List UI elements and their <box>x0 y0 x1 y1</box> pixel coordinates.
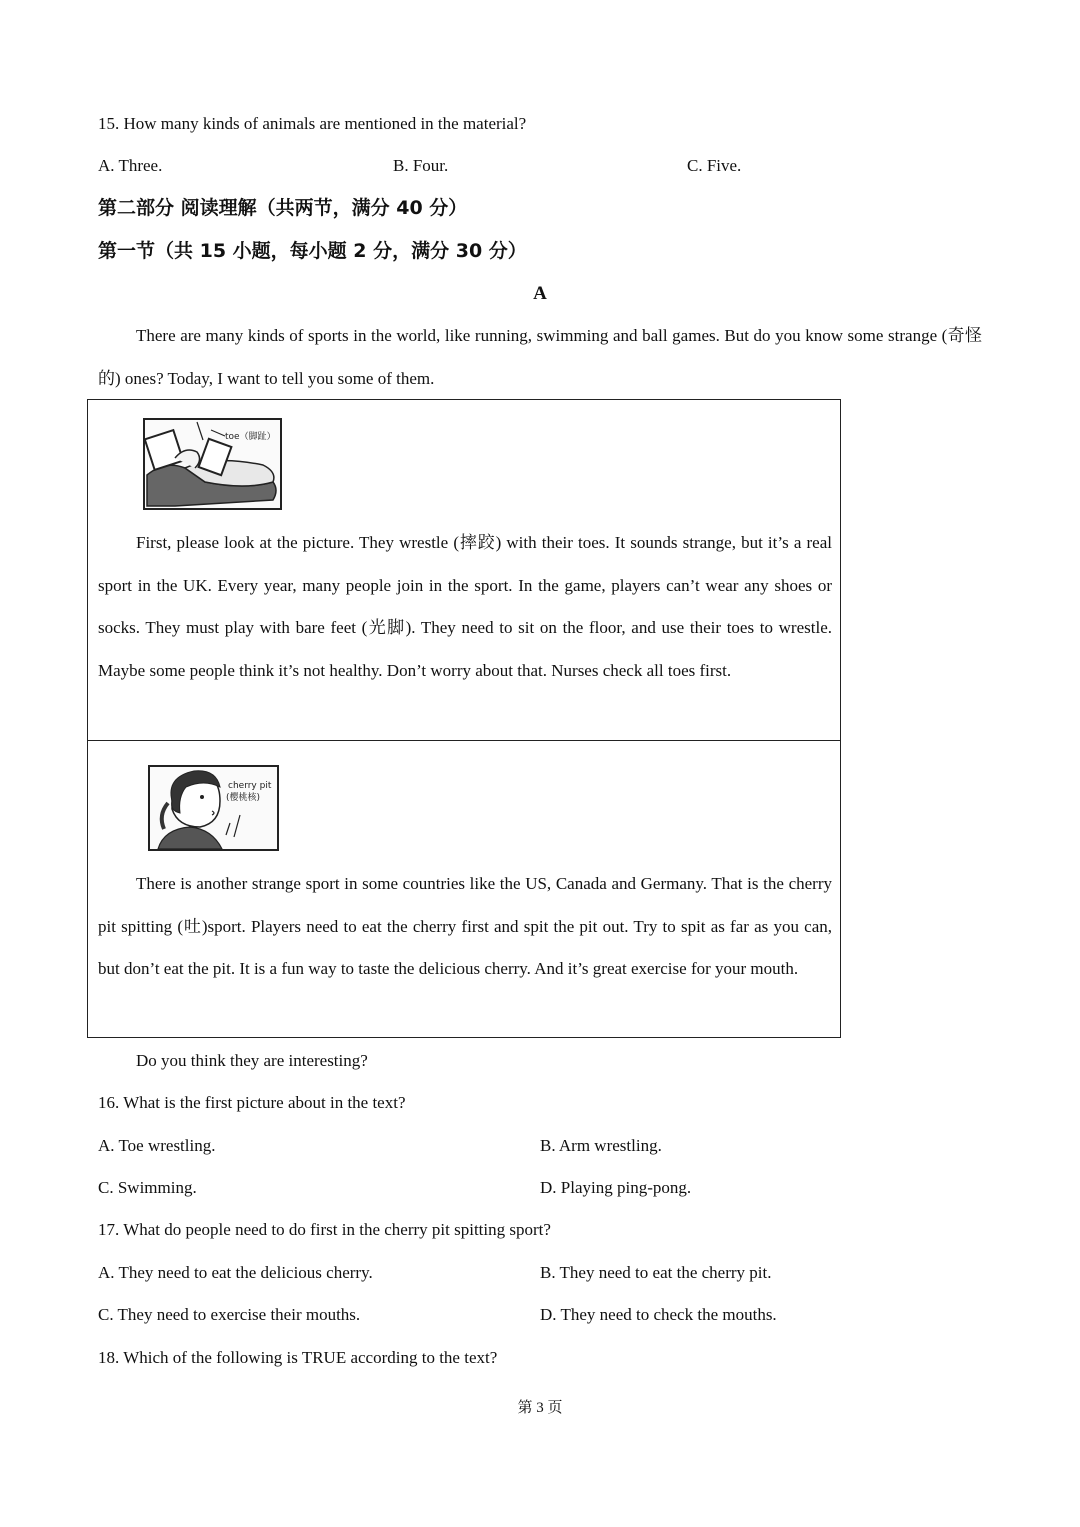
question-17-stem: 17. What do people need to do first in the cherry pit spitting sport? <box>98 1220 551 1239</box>
cherry-pit-illustration <box>150 767 277 849</box>
cherry-pit-box <box>87 740 841 1038</box>
question-17-option-c: C. They need to exercise their mouths. <box>98 1305 361 1324</box>
question-15-option-b: B. Four. <box>393 156 449 175</box>
closing-question: Do you think they are interesting? <box>136 1051 368 1070</box>
question-17-option-b: B. They need to eat the cherry pit. <box>540 1263 772 1282</box>
passage-letter: A <box>533 283 547 304</box>
question-17-option-a: A. They need to eat the delicious cherry. <box>98 1263 373 1282</box>
toe-label: toe（脚趾） <box>225 432 276 442</box>
question-16-option-d: D. Playing ping-pong. <box>540 1178 692 1197</box>
toe-wrestling-picture <box>143 418 282 510</box>
question-15-option-c: C. Five. <box>687 156 742 175</box>
question-16-option-c: C. Swimming. <box>98 1178 197 1197</box>
question-16-stem: 16. What is the first picture about in the text? <box>98 1093 406 1112</box>
cherry-pit-label-cn: (樱桃核) <box>226 793 261 803</box>
part-two-heading: 第二部分 阅读理解（共两节，满分 40 分） <box>98 197 468 219</box>
question-15-stem: 15. How many kinds of animals are mentioned in the material? <box>98 114 527 133</box>
section-one-heading: 第一节（共 15 小题，每小题 2 分，满分 30 分） <box>98 240 527 262</box>
question-16-option-a: A. Toe wrestling. <box>98 1136 216 1155</box>
cherry-pit-label: cherry pit <box>228 781 272 791</box>
toe-wrestling-box <box>87 399 841 741</box>
page-number: 第 3 页 <box>517 1400 563 1416</box>
question-17-option-d: D. They need to check the mouths. <box>540 1305 777 1324</box>
cherry-pit-picture <box>148 765 279 851</box>
intro-paragraph: There are many kinds of sports in the world, like running, swimming and ball games. But do you know some strange (奇怪的) ones? Today, I want to tell you some of them. <box>98 326 982 388</box>
question-16-option-b: B. Arm wrestling. <box>540 1136 662 1155</box>
question-15-option-a: A. Three. <box>98 156 163 175</box>
toe-wrestling-paragraph: First, please look at the picture. They wrestle (摔跤) with their toes. It sounds strange, but it’s a real sport in the UK. Every year, many people join in the sport. In the game, players can’t wear any shoes or socks. They must play with bare feet (光脚). They need to sit on the floor, and use their toes to wrestle. Maybe some people think it’s not healthy. Don’t worry about that. Nurses check all toes first. <box>98 533 832 680</box>
question-18-stem: 18. Which of the following is TRUE according to the text? <box>98 1348 498 1367</box>
cherry-pit-paragraph: There is another strange sport in some countries like the US, Canada and Germany. That is the cherry pit spitting (吐)sport. Players need to eat the cherry first and spit the pit out. Try to spit as far as you can, but don’t eat the pit. It is a fun way to taste the delicious cherry. And it’s great exercise for your mouth. <box>98 874 832 978</box>
